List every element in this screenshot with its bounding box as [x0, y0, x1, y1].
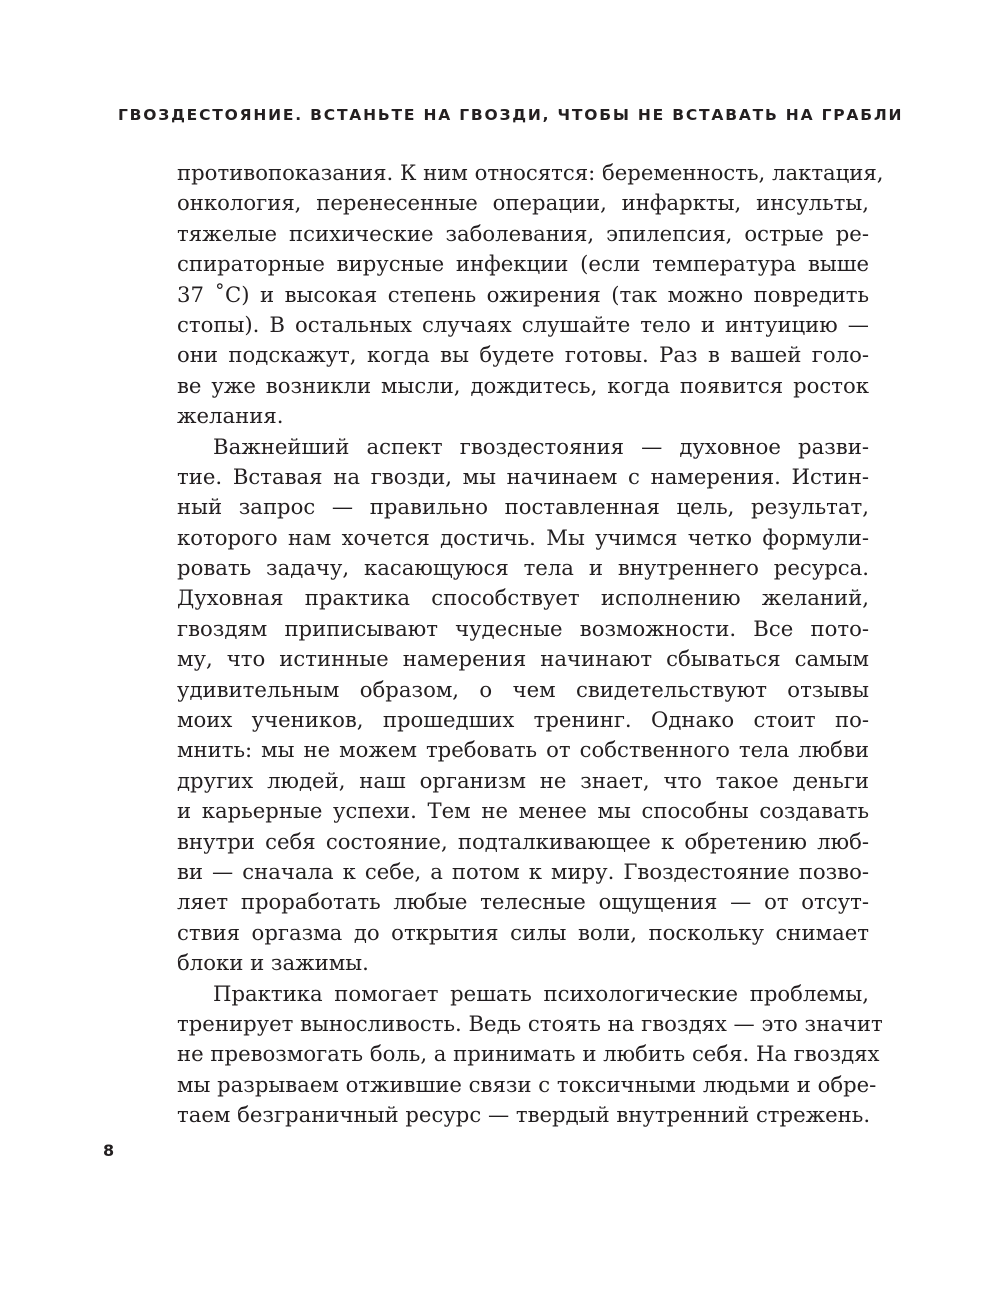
paragraph	[177, 158, 884, 432]
text-line: удивительным образом, о чем свидетельствуют отзывы	[177, 676, 869, 702]
text-line: внутри себя состояние, подталкивающее к обретению люб-	[177, 828, 869, 854]
text-line: спираторные вирусные инфекции (если температура выше	[177, 251, 869, 277]
text-line: не превозмогать боль, а принимать и любить себя. На гвоздях	[177, 1041, 880, 1067]
paragraph	[177, 432, 869, 979]
text-line: противопоказания. К ним относятся: беременность, лактация,	[177, 160, 884, 185]
text-line: Практика помогает решать психологические проблемы,	[213, 980, 869, 1006]
text-line: таем безграничный ресурс — твердый внутренний стрежень.	[177, 1102, 871, 1128]
text-line: му, что истинные намерения начинают сбываться самым	[177, 646, 869, 672]
page-number: 8	[103, 1141, 115, 1160]
text-line: тяжелые психические заболевания, эпилепсия, острые ре-	[177, 220, 869, 246]
text-line: ствия оргазма до открытия силы воли, поскольку снимает	[177, 919, 869, 945]
paragraph	[177, 979, 883, 1131]
text-line: стопы). В остальных случаях слушайте тело и интуицию —	[177, 311, 869, 337]
text-line: блоки и зажимы.	[177, 950, 369, 976]
text-line: ный запрос — правильно поставленная цель, результат,	[177, 494, 869, 520]
text-line: тренирует выносливость. Ведь стоять на гвоздях — это значит	[177, 1010, 883, 1036]
text-line: ровать задачу, касающуюся тела и внутреннего ресурса.	[177, 555, 869, 581]
text-line: тие. Вставая на гвозди, мы начинаем с намерения. Истин-	[177, 463, 869, 489]
running-header: ГВОЗДЕСТОЯНИЕ. ВСТАНЬТЕ НА ГВОЗДИ, ЧТОБЫ НЕ ВСТАВАТЬ НА ГРАБЛИ	[118, 106, 904, 124]
text-line: ви — сначала к себе, а потом к миру. Гвоздестояние позво-	[177, 858, 869, 884]
text-line: ляет проработать любые телесные ощущения — от отсут-	[177, 889, 869, 915]
text-line: 37 ˚С) и высокая степень ожирения (так можно повредить	[177, 281, 869, 307]
text-line: онкология, перенесенные операции, инфаркты, инсульты,	[177, 190, 869, 216]
text-line: мы разрываем отжившие связи с токсичными людьми и обре-	[177, 1071, 877, 1097]
body-text	[177, 158, 884, 1131]
text-line: мнить: мы не можем требовать от собственного тела любви	[177, 737, 869, 763]
text-line: ве уже возникли мысли, дождитесь, когда появится росток	[177, 372, 869, 398]
text-line: желания.	[177, 403, 284, 429]
text-line: которого нам хочется достичь. Мы учимся четко формули-	[177, 524, 869, 550]
text-line: Важнейший аспект гвоздестояния — духовное разви-	[213, 433, 869, 459]
text-line: и карьерные успехи. Тем не менее мы способны создавать	[177, 798, 869, 824]
text-line: других людей, наш организм не знает, что такое деньги	[177, 767, 869, 793]
text-line: гвоздям приписывают чудесные возможности. Все пото-	[177, 615, 869, 641]
text-line: они подскажут, когда вы будете готовы. Раз в вашей голо-	[177, 342, 869, 368]
text-line: моих учеников, прошедших тренинг. Однако стоит по-	[177, 707, 869, 733]
text-line: Духовная практика способствует исполнению желаний,	[177, 585, 869, 611]
